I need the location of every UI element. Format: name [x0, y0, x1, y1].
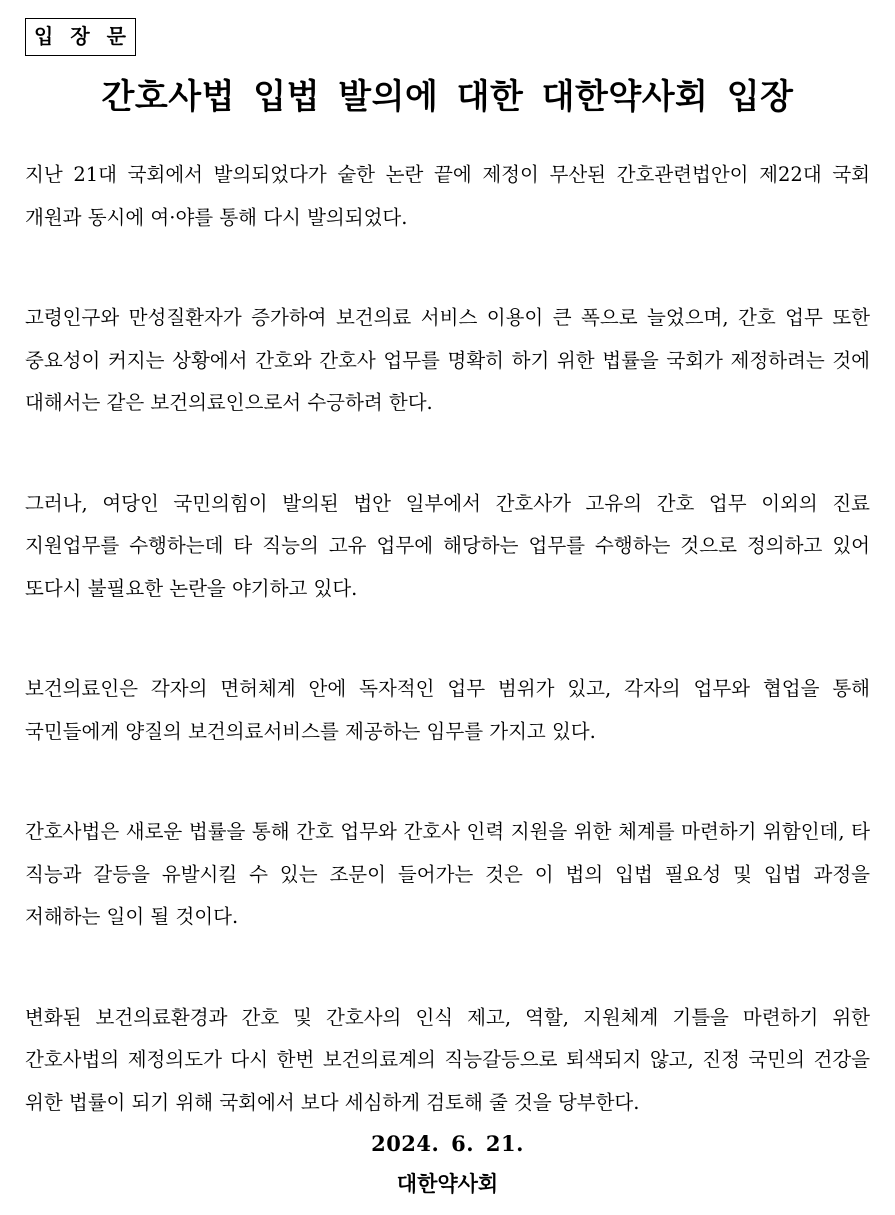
issuing-organization: 대한약사회 [396, 1171, 499, 1196]
paragraph-3: 그러나, 여당인 국민의힘이 발의된 법안 일부에서 간호사가 고유의 간호 업무 이외의 진료 지원업무를 수행하는데 타 직능의 고유 업무에 해당하는 업무를 수행하는 것으로 정의하고 있어 또다시 불필요한 논란을 야기하고 있다. [25, 491, 870, 600]
statement-body [25, 154, 870, 1124]
paragraph-6: 변화된 보건의료환경과 간호 및 간호사의 인식 제고, 역할, 지원체계 기틀을 마련하기 위한 간호사법의 제정의도가 다시 한번 보건의료계의 직능갈등으로 퇴색되지 않고, 진정 국민의 건강을 위한 법률이 되기 위해 국회에서 보다 세심하게 검토해 줄 것을 당부한다. [25, 1005, 870, 1114]
paragraph-4: 보건의료인은 각자의 면허체계 안에 독자적인 업무 범위가 있고, 각자의 업무와 협업을 통해 국민들에게 양질의 보건의료서비스를 제공하는 임무를 가지고 있다. [25, 677, 870, 743]
page-title: 간호사법 입법 발의에 대한 대한약사회 입장 [101, 77, 794, 117]
document-type-label: 입 장 문 [25, 18, 136, 56]
paragraph-2: 고령인구와 만성질환자가 증가하여 보건의료 서비스 이용이 큰 폭으로 늘었으며, 간호 업무 또한 중요성이 커지는 상황에서 간호와 간호사 업무를 명확히 하기 위한 법률을 국회가 제정하려는 것에 대해서는 같은 보건의료인으로서 수긍하려 한다. [25, 306, 870, 414]
paragraph-1: 지난 21대 국회에서 발의되었다가 숱한 논란 끝에 제정이 무산된 간호관련법안이 제22대 국회 개원과 동시에 여·야를 통해 다시 발의되었다. [25, 163, 870, 229]
paragraph-5: 간호사법은 새로운 법률을 통해 간호 업무와 간호사 인력 지원을 위한 체계를 마련하기 위함인데, 타 직능과 갈등을 유발시킬 수 있는 조문이 들어가는 것은 이 법의 입법 필요성 및 입법 과정을 저해하는 일이 될 것이다. [25, 820, 870, 928]
statement-date: 2024. 6. 21. [371, 1131, 524, 1156]
